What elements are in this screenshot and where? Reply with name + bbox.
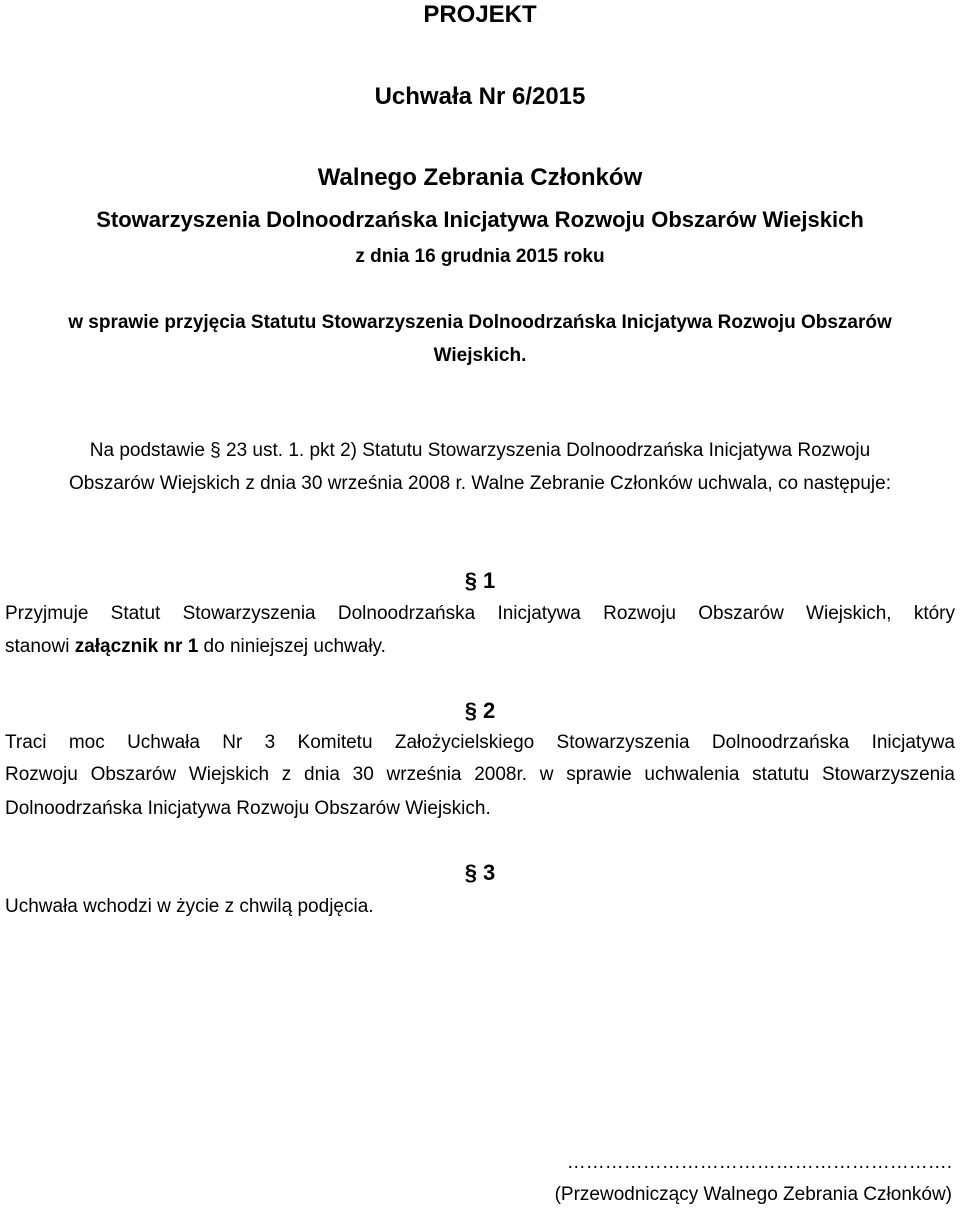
resolution-subject-line-1: w sprawie przyjęcia Statutu Stowarzyszenia Dolnoodrzańska Inicjatywa Rozwoju Obszarów xyxy=(68,312,892,333)
project-label: PROJEKT xyxy=(423,1,537,28)
section-2-line-1: Traci moc Uchwała Nr 3 Komitetu Założycielskiego Stowarzyszenia Dolnoodrzańska Inicjatywa xyxy=(5,732,955,753)
section-2-sign: § 2 xyxy=(464,698,496,723)
resolution-issuer: Walnego Zebrania Członków xyxy=(317,164,643,191)
section-3-sign: § 3 xyxy=(464,860,496,885)
section-1-sign: § 1 xyxy=(464,568,496,593)
preamble-line-2: Obszarów Wiejskich z dnia 30 września 2008 r. Walne Zebranie Członków uchwala, co następuje: xyxy=(69,473,891,494)
signature-dots: ……………………………………………………. xyxy=(566,1152,952,1173)
attachment-reference: załącznik nr 1 xyxy=(74,636,199,657)
section-3-line-1: Uchwała wchodzi w życie z chwilą podjęcia. xyxy=(5,896,374,917)
section-1-line-2-prefix: stanowi xyxy=(5,636,70,657)
signature-label: (Przewodniczący Walnego Zebrania Członków) xyxy=(554,1184,952,1205)
section-1-line-2-suffix: do niniejszej uchwały. xyxy=(203,636,386,657)
section-1-line-1: Przyjmuje Statut Stowarzyszenia Dolnoodrzańska Inicjatywa Rozwoju Obszarów Wiejskich, który xyxy=(5,603,955,624)
resolution-date: z dnia 16 grudnia 2015 roku xyxy=(355,246,605,267)
section-2-line-2: Rozwoju Obszarów Wiejskich z dnia 30 września 2008r. w sprawie uchwalenia statutu Stowarzyszenia xyxy=(5,764,955,785)
association-name: Stowarzyszenia Dolnoodrzańska Inicjatywa Rozwoju Obszarów Wiejskich xyxy=(96,207,864,232)
resolution-subject-line-2: Wiejskich. xyxy=(433,345,527,366)
preamble-line-1: Na podstawie § 23 ust. 1. pkt 2) Statutu Stowarzyszenia Dolnoodrzańska Inicjatywa Rozwoju xyxy=(89,440,871,461)
section-2-line-3: Dolnoodrzańska Inicjatywa Rozwoju Obszarów Wiejskich. xyxy=(5,798,491,819)
resolution-number: Uchwała Nr 6/2015 xyxy=(374,83,586,110)
section-1-line-2 xyxy=(5,637,386,656)
